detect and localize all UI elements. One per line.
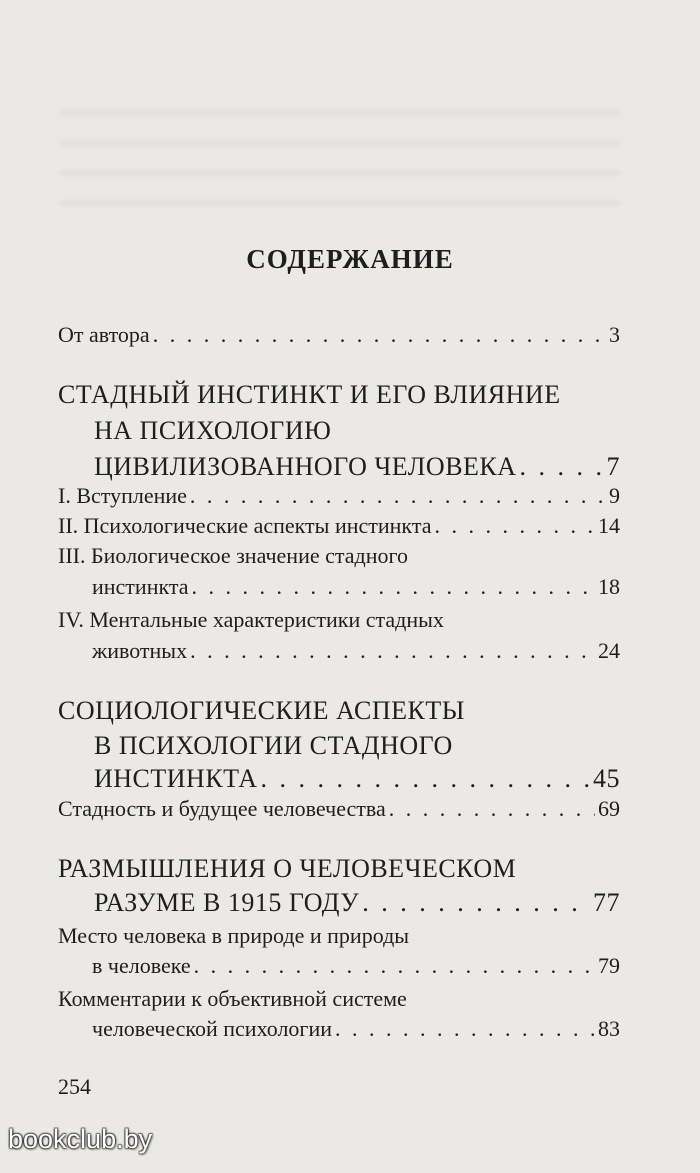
toc-entry-page: 7 bbox=[606, 452, 620, 481]
leader-dots bbox=[520, 452, 604, 482]
toc-entry-title: От автора bbox=[58, 322, 150, 347]
page-number: 254 bbox=[58, 1074, 91, 1099]
leader-dots bbox=[362, 888, 590, 918]
leader-dots bbox=[261, 764, 590, 794]
toc-entry-title-line: III. Биологическое значение стадного bbox=[58, 543, 408, 568]
toc-entry-title: РАЗУМЕ В 1915 ГОДУ bbox=[94, 888, 360, 917]
leader-dots bbox=[434, 513, 595, 539]
toc-entry-title: инстинкта bbox=[92, 574, 189, 599]
toc-entry-title: ЦИВИЛИЗОВАННОГО ЧЕЛОВЕКА bbox=[94, 452, 517, 481]
toc-section-title-line: СОЦИОЛОГИЧЕСКИЕ АСПЕКТЫ bbox=[58, 696, 465, 725]
leader-dots bbox=[194, 953, 595, 979]
toc-entry-title: I. Вступление bbox=[58, 483, 187, 508]
toc-entry-title: в человеке bbox=[92, 953, 191, 978]
toc-heading: СОДЕРЖАНИЕ bbox=[246, 244, 454, 274]
leader-dots bbox=[389, 796, 595, 822]
toc-section-title-line: В ПСИХОЛОГИИ СТАДНОГО bbox=[94, 731, 453, 760]
toc-entry-page: 69 bbox=[598, 796, 620, 821]
toc-entry-page: 14 bbox=[598, 513, 620, 538]
toc-entry-page: 83 bbox=[598, 1016, 620, 1041]
toc-entry bbox=[92, 574, 620, 600]
leader-dots bbox=[335, 1016, 595, 1042]
toc-section-title-line: РАЗМЫШЛЕНИЯ О ЧЕЛОВЕЧЕСКОМ bbox=[58, 854, 517, 883]
toc-entry-page: 3 bbox=[609, 322, 620, 347]
leader-dots bbox=[153, 322, 606, 348]
toc-entry-page: 9 bbox=[609, 483, 620, 508]
toc-entry-page: 18 bbox=[598, 574, 620, 599]
toc-entry bbox=[94, 764, 620, 794]
toc-entry-page: 77 bbox=[593, 888, 620, 917]
toc-entry-title-line: IV. Ментальные характеристики стадных bbox=[58, 607, 444, 632]
toc-entry-title-line: Комментарии к объективной системе bbox=[58, 986, 407, 1011]
watermark: bookclub.by bbox=[8, 1124, 153, 1154]
leader-dots bbox=[190, 483, 606, 509]
toc-entry bbox=[94, 452, 620, 482]
leader-dots bbox=[190, 638, 595, 664]
bleed-through-text bbox=[60, 86, 620, 206]
toc-entry bbox=[92, 953, 620, 979]
toc-entry-title: ИНСТИНКТА bbox=[94, 764, 258, 793]
toc-entry-title: животных bbox=[92, 638, 188, 663]
toc-entry bbox=[58, 322, 620, 348]
toc-entry-page: 79 bbox=[598, 953, 620, 978]
toc-entry-title-line: Место человека в природе и природы bbox=[58, 923, 410, 948]
toc-entry-page: 45 bbox=[593, 764, 620, 793]
toc-entry-title: Стадность и будущее человечества bbox=[58, 796, 386, 821]
toc-entry-page: 24 bbox=[598, 638, 620, 663]
toc-entry bbox=[94, 888, 620, 918]
toc-entry bbox=[58, 513, 620, 539]
leader-dots bbox=[192, 574, 595, 600]
toc-entry bbox=[92, 1016, 620, 1042]
toc-entry bbox=[58, 483, 620, 509]
toc-section-title-line: НА ПСИХОЛОГИЮ bbox=[94, 416, 332, 445]
toc-section-title-line: СТАДНЫЙ ИНСТИНКТ И ЕГО ВЛИЯНИЕ bbox=[58, 380, 561, 409]
toc-entry-title: II. Психологические аспекты инстинкта bbox=[58, 513, 432, 538]
toc-entry-title: человеческой психологии bbox=[92, 1016, 333, 1041]
toc-entry bbox=[58, 796, 620, 822]
toc-entry bbox=[92, 638, 620, 664]
